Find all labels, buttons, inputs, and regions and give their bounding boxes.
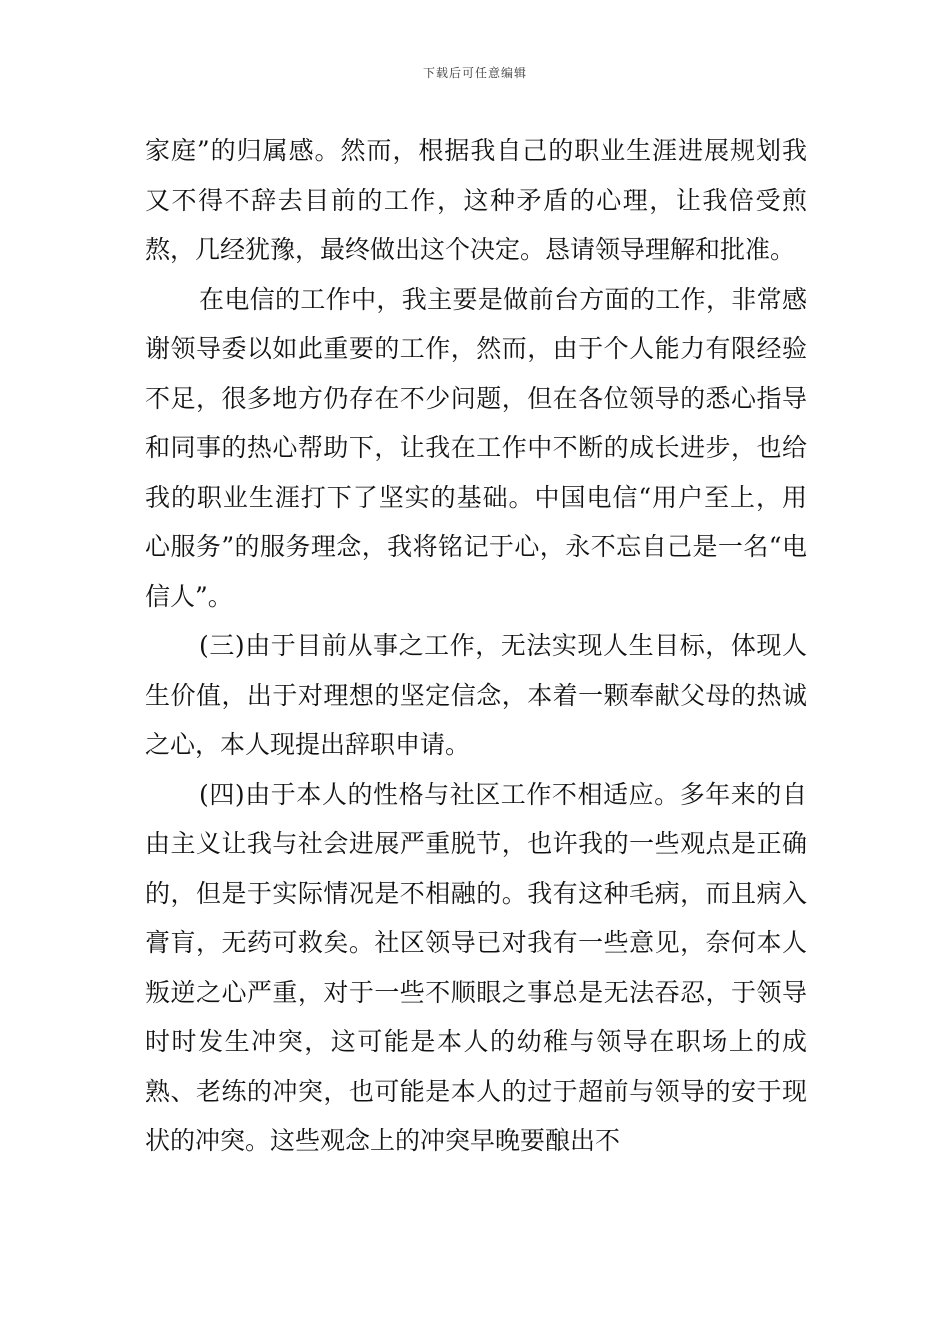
paragraph-telecom-work: 在电信的工作中，我主要是做前台方面的工作，非常感谢领导委以如此重要的工作，然而，由于个人能力有限经验不足，很多地方仍存在不少问题，但在各位领导的悉心指导和同事的热心帮助下，让我在工作中不断的成长进步，也给我的职业生涯打下了坚实的基础。中国电信“用户至上，用心服务”的服务理念，我将铭记于心，永不忘自己是一名“电信人”。 bbox=[145, 284, 807, 611]
paragraph-continuation: 家庭”的归属感。然而，根据我自己的职业生涯进展规划我又不得不辞去目前的工作，这种矛盾的心理，让我倍受煎熬，几经犹豫，最终做出这个决定。恳请领导理解和批准。 bbox=[145, 136, 807, 264]
paragraph-reason-four: (四)由于本人的性格与社区工作不相适应。多年来的自由主义让我与社会进展严重脱节，也许我的一些观点是正确的，但是于实际情况是不相融的。我有这种毛病，而且病入膏肓，无药可救矣。社区领导已对我有一些意见，奈何本人叛逆之心严重，对于一些不顺眼之事总是无法吞忍，于领导时时发生冲突，这可能是本人的幼稚与领导在职场上的成熟、老练的冲突，也可能是本人的过于超前与领导的安于现状的冲突。这些观念上的冲突早晚要酿出不 bbox=[145, 779, 807, 1155]
page-header: 下载后可任意编辑 bbox=[422, 66, 527, 80]
document-body bbox=[145, 126, 807, 1166]
paragraph-reason-three: (三)由于目前从事之工作，无法实现人生目标，体现人生价值，出于对理想的坚定信念，本着一颗奉献父母的热诚之心，本人现提出辞职申请。 bbox=[145, 631, 807, 759]
